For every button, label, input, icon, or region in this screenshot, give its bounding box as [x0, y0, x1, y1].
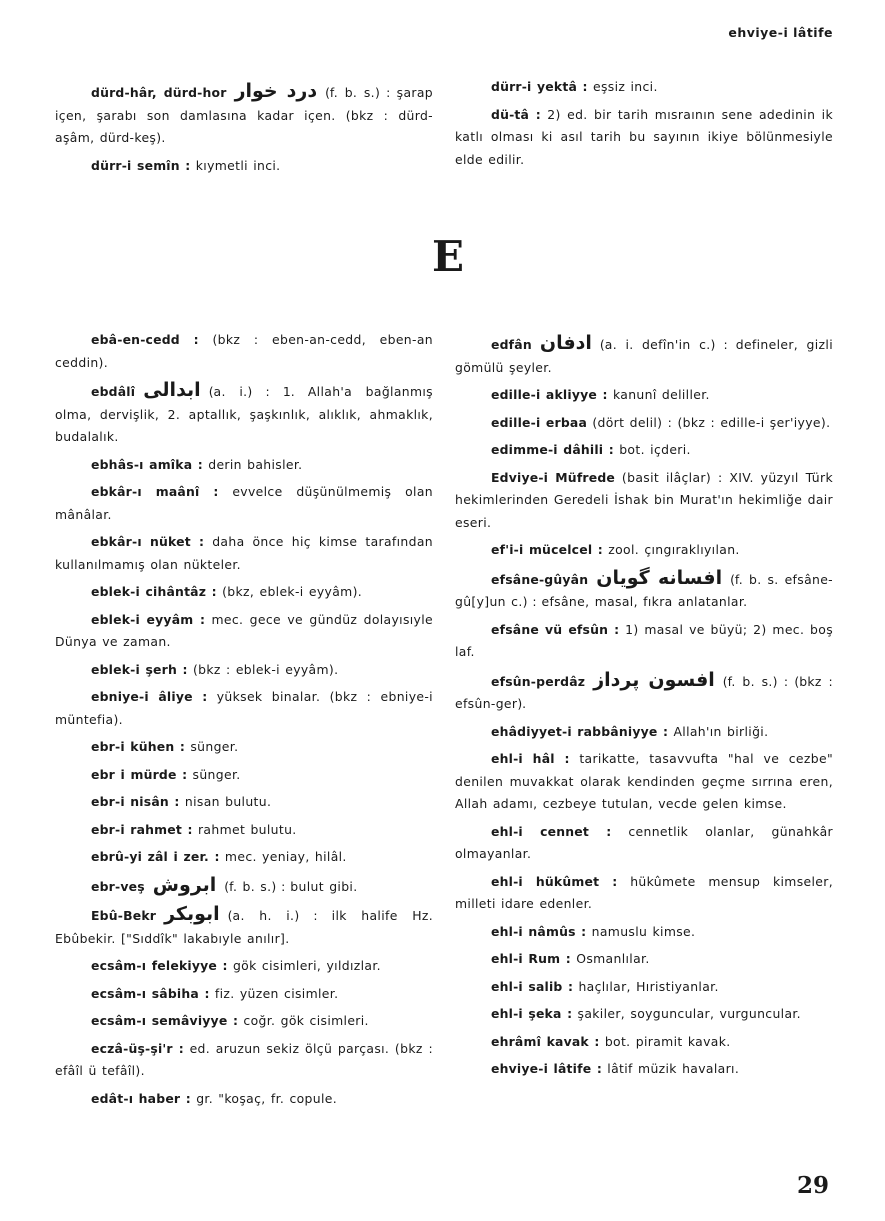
definition: lâtif müzik havaları. — [607, 1061, 740, 1076]
definition: namuslu kimse. — [591, 923, 696, 939]
dictionary-entry — [55, 983, 433, 1006]
definition: cennetlik olanlar, günahkâr olmayanlar. — [455, 823, 833, 861]
dictionary-entry — [455, 871, 833, 916]
headword: ehl-i salib : — [491, 978, 574, 994]
page-number: 29 — [796, 1172, 829, 1199]
dictionary-entry — [55, 155, 433, 178]
headword: ehl-i nâmûs : — [491, 923, 587, 939]
headword: ehl-i hükûmet : — [491, 873, 618, 889]
definition: fiz. yüzen cisimler. — [214, 985, 339, 1001]
definition: (f. b. s.) : şarap içen, şarabı son damlasına kadar içen. (bkz : dürd-aşâm, dürd-keş). — [55, 85, 433, 145]
left-column — [55, 329, 433, 1115]
definition: (dört delil) : (bkz : edille-i şer'iyye). — [592, 414, 831, 430]
definition: gr. "koşaç, fr. copule. — [196, 1090, 338, 1106]
arabic-script: ابوبكر — [164, 903, 220, 925]
definition: nisan bulutu. — [184, 794, 272, 809]
headword: ecsâm-ı semâviyye : — [91, 1013, 239, 1028]
definition: (f. b. s. efsâne-gû[y]un c.) : efsâne, masal, fıkra anlatanlar. — [455, 571, 834, 609]
headword: ehl-i hâl : — [491, 751, 570, 766]
dictionary-entry — [455, 748, 833, 816]
dictionary-entry — [55, 1010, 433, 1033]
definition: 2) ed. bir tarih mısraının sene adedinin ik katlı olması ki asıl tarih bu sayının ikiye bölünmesiyle elde edilir. — [455, 106, 833, 167]
dictionary-entry — [455, 948, 833, 971]
headword: dü-tâ : — [491, 106, 541, 122]
dictionary-entry — [55, 581, 433, 604]
definition: hükûmete mensup kimseler, milleti idare edenler. — [455, 873, 833, 911]
definition: sünger. — [190, 739, 239, 754]
headword: edfân — [491, 337, 532, 352]
headword: ehl-i Rum : — [491, 951, 571, 966]
headword: eblek-i şerh : — [91, 661, 188, 677]
headword: Ebû-Bekr — [91, 908, 157, 923]
headword: dürr-i yektâ : — [491, 79, 588, 94]
definition: daha önce hiç kimse tarafından kullanılmamış olan nükteler. — [55, 534, 433, 572]
headword: edât-ı haber : — [91, 1090, 191, 1106]
dictionary-entry — [455, 467, 833, 535]
definition: gök cisimleri, yıldızlar. — [232, 958, 381, 973]
dictionary-entry — [455, 412, 833, 435]
headword: ebr-i nisân : — [91, 794, 180, 809]
headword: ehl-i cennet : — [491, 823, 612, 839]
arabic-script: ابروش — [152, 873, 217, 896]
dictionary-entry — [455, 439, 833, 462]
dictionary-entry — [455, 669, 833, 716]
definition: mec. yeniay, hilâl. — [224, 849, 347, 864]
definition: Allah'ın birliği. — [673, 723, 769, 739]
dictionary-entry — [455, 821, 833, 866]
definition: (f. b. s.) : bulut gibi. — [224, 878, 358, 894]
headword: ecsâm-ı felekiyye : — [91, 958, 228, 973]
dictionary-entry — [55, 764, 433, 787]
definition: bot. piramit kavak. — [604, 1033, 731, 1049]
headword: edimme-i dâhili : — [491, 442, 614, 457]
dictionary-entry — [55, 874, 433, 899]
headword: ebr-i rahmet : — [91, 821, 193, 837]
definition: kıymetli inci. — [195, 157, 281, 173]
definition: 1) masal ve büyü; 2) mec. boş laf. — [455, 621, 834, 659]
definition: (f. b. s.) : (bkz : efsûn-ger). — [455, 673, 833, 711]
dictionary-entry — [55, 609, 433, 654]
dictionary-entry — [55, 791, 433, 814]
definition: (a. h. i.) : ilk halife Hz. Ebûbekir. ["Sıddîk" lakabıyle anılır]. — [55, 908, 433, 946]
dictionary-entry — [455, 539, 833, 562]
section-letter: E — [432, 232, 465, 281]
dictionary-entry — [455, 619, 833, 664]
definition: haçlılar, Hıristiyanlar. — [578, 978, 719, 994]
headword: efsûn-perdâz — [491, 673, 586, 689]
headword: dürr-i semîn : — [91, 157, 191, 173]
headword: eblek-i eyyâm : — [91, 611, 206, 627]
dictionary-entry — [55, 955, 433, 978]
dictionary-entry — [455, 921, 833, 944]
headword: ebr-veş — [91, 878, 145, 894]
headword: ehviye-i lâtife : — [491, 1061, 602, 1076]
definition: mec. gece ve gündüz dolayısıyle Dünya ve zaman. — [55, 611, 434, 649]
dictionary-entry — [55, 736, 433, 759]
dictionary-entry — [55, 481, 433, 526]
dictionary-entry — [455, 976, 833, 999]
dictionary-entry — [55, 1038, 433, 1083]
definition: bot. içderi. — [619, 442, 691, 457]
definition: eşsiz inci. — [593, 79, 658, 94]
headword: ebhâs-ı amîka : — [91, 456, 203, 472]
dictionary-entry — [55, 903, 433, 950]
definition: sünger. — [192, 766, 241, 782]
dictionary-entry — [55, 454, 433, 477]
headword: ehl-i şeka : — [491, 1006, 573, 1021]
dictionary-entry — [55, 659, 433, 682]
headword: ebkâr-ı maânî : — [91, 484, 219, 499]
dictionary-entry — [55, 329, 433, 374]
dictionary-entry — [455, 332, 833, 379]
definition: zool. çıngıraklıyılan. — [608, 542, 740, 557]
headword: ebniye-i âliye : — [91, 689, 208, 704]
arabic-script: ادفان — [539, 332, 592, 354]
dictionary-entry — [55, 686, 433, 731]
definition: şakiler, soyguncular, vurguncular. — [577, 1006, 801, 1021]
right-column — [455, 332, 833, 1086]
headword: Edviye-i Müfrede — [491, 469, 615, 485]
headword: ebrû-yi zâl i zer. : — [91, 849, 220, 864]
headword: ebâ-en-cedd : — [91, 332, 199, 347]
definition: (a. i. defîn'in c.) : defineler, gizli gömülü şeyler. — [455, 337, 833, 375]
dictionary-entry — [455, 76, 833, 99]
headword: ebkâr-ı nüket : — [91, 534, 205, 549]
definition: (basit ilâçlar) : XIV. yüzyıl Türk hekimlerinden Geredeli İshak bin Murat'ın hekimliğe dair eseri. — [455, 469, 833, 530]
headword: efsâne-gûyân — [491, 571, 589, 587]
headword: efsâne vü efsûn : — [491, 621, 620, 637]
dictionary-entry — [55, 819, 433, 842]
headword: ehâdiyyet-i rabbâniyye : — [491, 723, 669, 739]
headword: dürd-hâr, dürd-hor — [91, 85, 227, 100]
arabic-script: ابدالى — [143, 379, 201, 401]
top-left-column — [55, 80, 433, 182]
definition: ed. aruzun sekiz ölçü parçası. (bkz : efâîl ü tefâîl). — [55, 1040, 433, 1078]
arabic-script: افسانه گويان — [596, 566, 723, 589]
definition: tarikatte, tasavvufta "hal ve cezbe" denilen muvakkat olarak kendinden geçme sırrına eren, Allah adamı, cezbeye tutulan, vecde gelen kimse. — [455, 751, 833, 811]
headword: ef'i-i mücelcel : — [491, 542, 603, 557]
definition: derin bahisler. — [208, 456, 303, 472]
dictionary-entry — [455, 104, 833, 172]
headword: ebr-i kühen : — [91, 739, 186, 754]
definition: rahmet bulutu. — [197, 821, 297, 837]
definition: (bkz : eben-an-cedd, eben-an ceddin). — [55, 332, 433, 370]
dictionary-entry — [455, 1003, 833, 1026]
dictionary-entry — [55, 846, 433, 869]
dictionary-entry — [455, 1031, 833, 1054]
headword: ebr i mürde : — [91, 766, 188, 782]
arabic-script: درد خوار — [234, 80, 318, 102]
dictionary-entry — [55, 1088, 433, 1111]
dictionary-entry — [455, 567, 833, 614]
dictionary-entry — [455, 384, 833, 407]
headword: ebdâlî — [91, 384, 136, 399]
dictionary-entry — [55, 379, 433, 449]
definition: coğr. gök cisimleri. — [243, 1013, 369, 1028]
definition: (a. i.) : 1. Allah'a bağlanmış olma, dervişlik, 2. aptallık, şaşkınlık, alıklık, ahmaklık, budalalık. — [55, 384, 433, 444]
headword: eczâ-üş-şi'r : — [91, 1040, 184, 1056]
headword: edille-i erbaa — [491, 414, 588, 430]
definition: yüksek binalar. (bkz : ebniye-i müntefia). — [55, 689, 433, 727]
dictionary-entry — [55, 80, 433, 150]
headword: edille-i akliyye : — [491, 387, 608, 402]
headword: eblek-i cihântâz : — [91, 584, 217, 599]
definition: Osmanlılar. — [576, 951, 650, 966]
top-right-column — [455, 76, 833, 176]
running-head: ehviye-i lâtife — [728, 25, 833, 40]
headword: ecsâm-ı sâbiha : — [91, 985, 210, 1001]
dictionary-entry — [455, 1058, 833, 1081]
definition: evvelce düşünülmemiş olan mânâlar. — [55, 484, 433, 522]
headword: ehrâmî kavak : — [491, 1033, 600, 1049]
dictionary-entry — [455, 721, 833, 744]
definition: (bkz : eblek-i eyyâm). — [192, 661, 339, 677]
definition: kanunî deliller. — [612, 387, 710, 402]
arabic-script: افسون پرداز — [593, 668, 715, 691]
dictionary-entry — [55, 531, 433, 576]
definition: (bkz, eblek-i eyyâm). — [222, 584, 363, 599]
